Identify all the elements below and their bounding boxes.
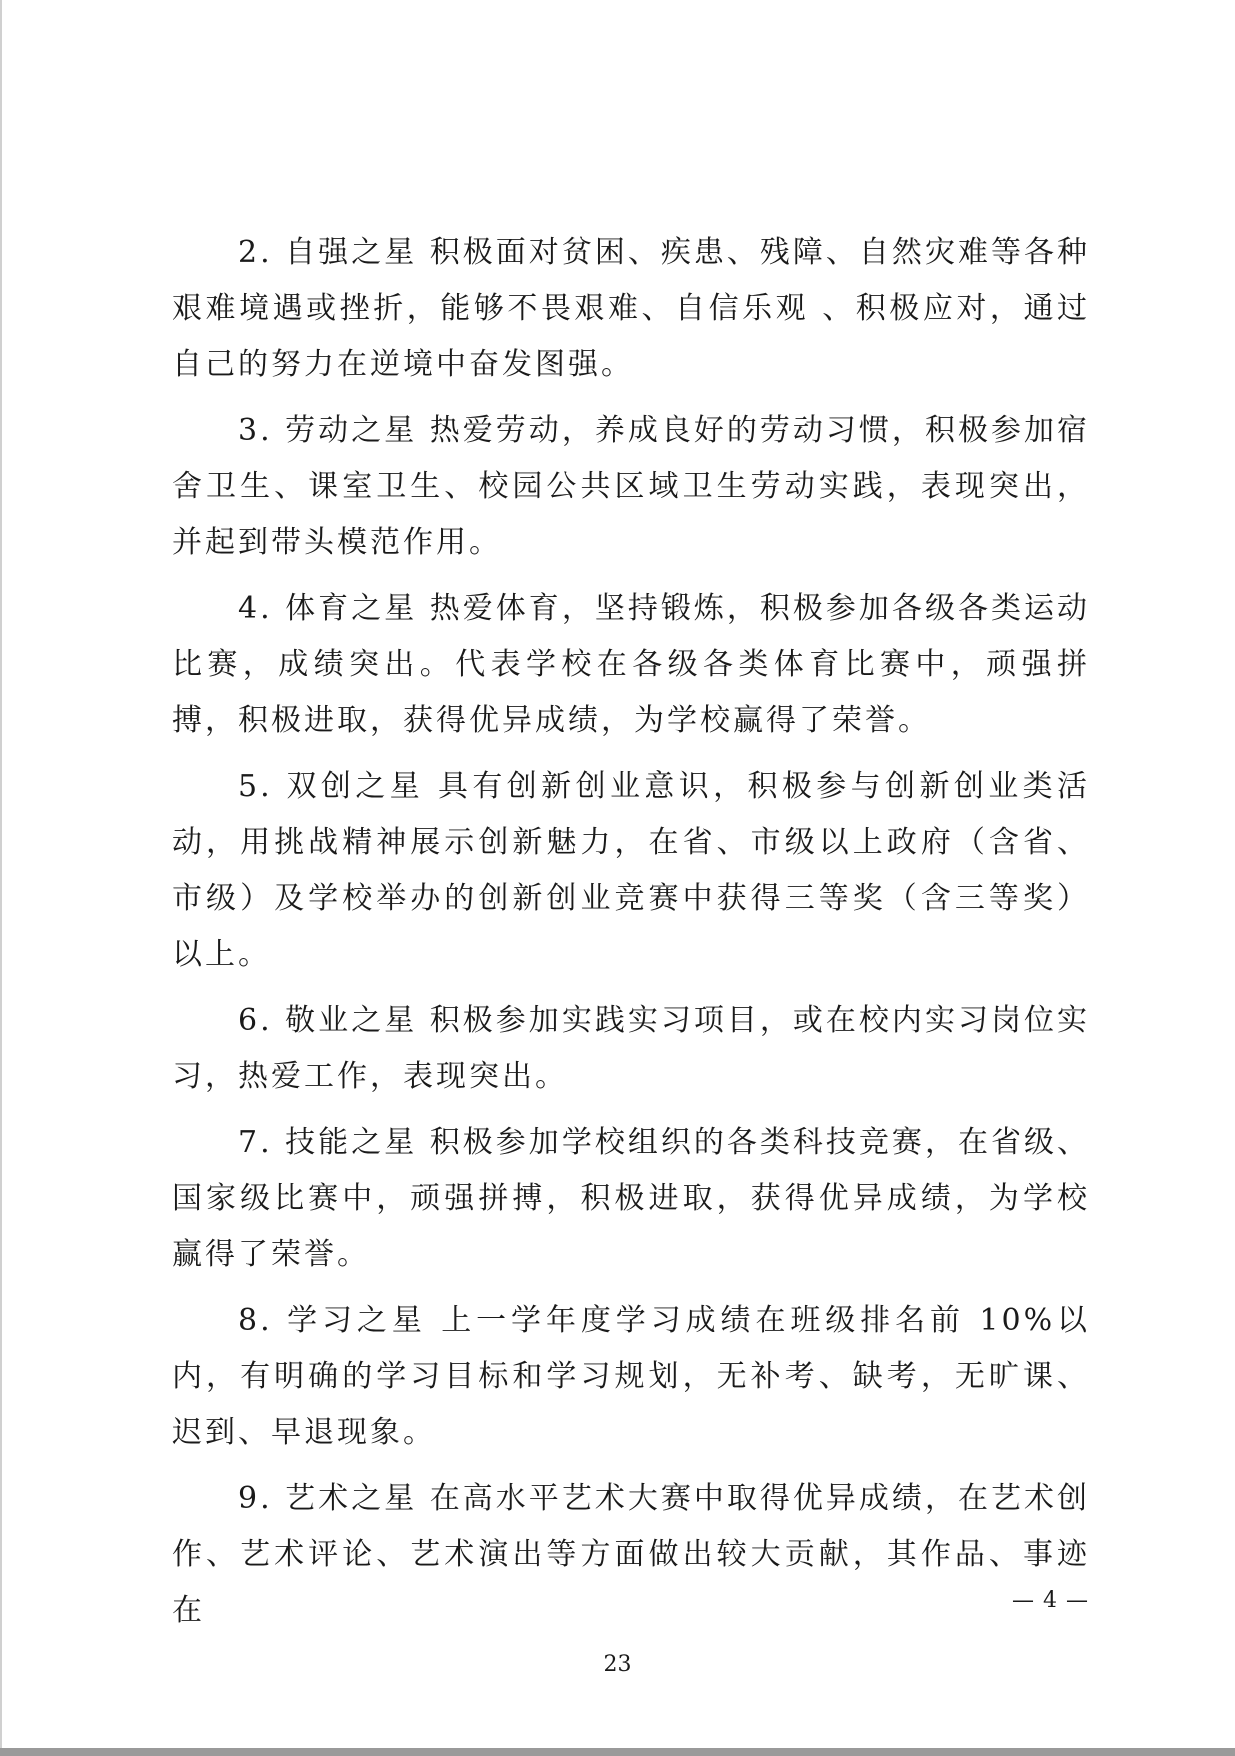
page-number: 23 [603, 1652, 632, 1677]
scan-edge-left [0, 0, 2, 1756]
paragraph-self-reliance-star: 2. 自强之星 积极面对贫困、疾患、残障、自然灾难等各种艰难境遇或挫折，能够不畏艰难、自信乐观 、积极应对，通过自己的努力在逆境中奋发图强。 [172, 235, 1090, 382]
paragraph-labor-star: 3. 劳动之星 热爱劳动，养成良好的劳动习惯，积极参加宿舍卫生、课室卫生、校园公共区域卫生劳动实践，表现突出，并起到带头模范作用。 [172, 413, 1090, 560]
document-body [172, 225, 1090, 1649]
paragraph-skills-star: 7. 技能之星 积极参加学校组织的各类科技竞赛，在省级、国家级比赛中，顽强拼搏，积极进取，获得优异成绩，为学校赢得了荣誉。 [172, 1125, 1090, 1272]
paragraph-sports-star: 4. 体育之星 热爱体育，坚持锻炼，积极参加各级各类运动比赛，成绩突出。代表学校在各级各类体育比赛中，顽强拼搏，积极进取，获得优异成绩，为学校赢得了荣誉。 [172, 591, 1090, 738]
page-marker: — 4 — [1012, 1588, 1089, 1613]
paragraph-dedication-star: 6. 敬业之星 积极参加实践实习项目，或在校内实习岗位实习，热爱工作，表现突出。 [172, 1003, 1090, 1094]
paragraph-study-star: 8. 学习之星 上一学年度学习成绩在班级排名前 10%以内，有明确的学习目标和学习规划，无补考、缺考，无旷课、迟到、早退现象。 [172, 1303, 1090, 1450]
scan-edge-bottom [0, 1748, 1235, 1756]
paragraph-art-star: 9. 艺术之星 在高水平艺术大赛中取得优异成绩，在艺术创作、艺术评论、艺术演出等方面做出较大贡献，其作品、事迹在 [172, 1481, 1090, 1628]
paragraph-innovation-star: 5. 双创之星 具有创新创业意识，积极参与创新创业类活动，用挑战精神展示创新魅力，在省、市级以上政府（含省、市级）及学校举办的创新创业竞赛中获得三等奖（含三等奖）以上。 [172, 769, 1090, 972]
